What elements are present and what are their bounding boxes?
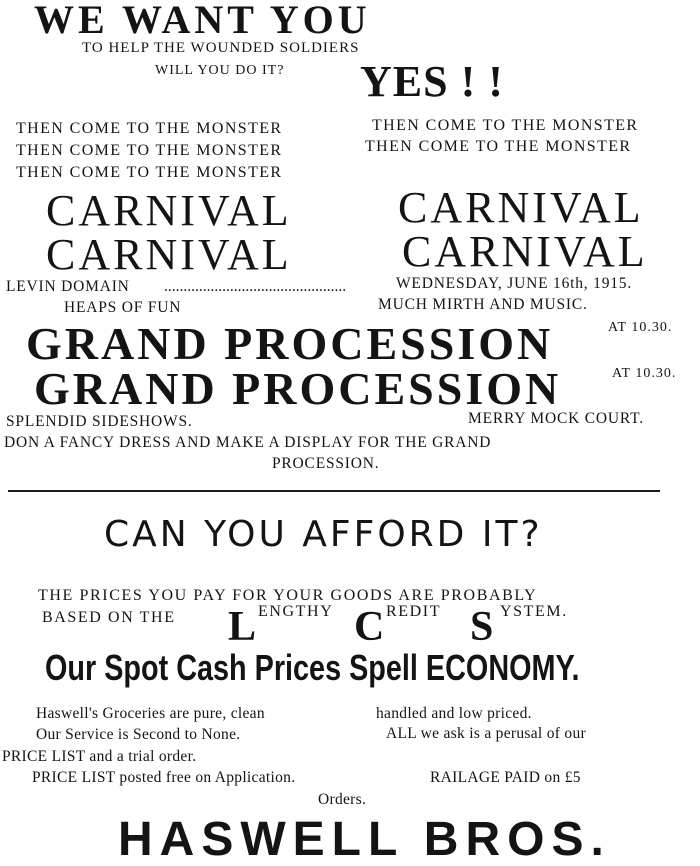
prices-line-2-prefix: BASED ON THE xyxy=(42,609,176,626)
event-date: WEDNESDAY, JUNE 16th, 1915. xyxy=(396,275,633,292)
dotted-leader: ............................................... xyxy=(164,278,347,295)
monster-line-left-3: THEN COME TO THE MONSTER xyxy=(16,164,283,181)
brand-haswell-bros: HASWELL BROS. xyxy=(118,813,611,866)
price-list-posted: PRICE LIST posted free on Application. xyxy=(32,769,296,786)
prices-line-1: THE PRICES YOU PAY FOR YOUR GOODS ARE PROBABLY xyxy=(38,587,538,604)
groceries-text-right: handled and low priced. xyxy=(376,705,532,722)
monster-line-left-2: THEN COME TO THE MONSTER xyxy=(16,142,283,159)
big-initial-c: C xyxy=(354,604,385,650)
subline-will-you: WILL YOU DO IT? xyxy=(155,63,285,78)
merry-mock-court: MERRY MOCK COURT. xyxy=(468,410,644,427)
subline-help-wounded: TO HELP THE WOUNDED SOLDIERS xyxy=(82,40,360,56)
credit-rest: REDIT xyxy=(386,603,442,620)
grand-procession-1: GRAND PROCESSION xyxy=(26,318,554,369)
big-initial-s: S xyxy=(470,604,494,650)
carnival-3: CARNIVAL xyxy=(46,230,292,279)
lengthy-rest: ENGTHY xyxy=(258,603,334,620)
groceries-text-left: Haswell's Groceries are pure, clean xyxy=(36,705,265,722)
divider-rule xyxy=(8,490,660,492)
carnival-4: CARNIVAL xyxy=(402,227,648,276)
carnival-2: CARNIVAL xyxy=(398,183,644,232)
headline-can-you-afford-it: CAN YOU AFFORD IT? xyxy=(104,514,543,555)
monster-line-left-1: THEN COME TO THE MONSTER xyxy=(16,120,283,137)
orders-text: Orders. xyxy=(318,791,367,808)
system-rest: YSTEM. xyxy=(500,603,568,620)
heaps-of-fun: HEAPS OF FUN xyxy=(64,299,182,316)
fancy-dress-line-1: DON A FANCY DRESS AND MAKE A DISPLAY FOR THE GRAND xyxy=(4,434,492,451)
procession-time-2: AT 10.30. xyxy=(612,366,677,381)
venue-levin-domain: LEVIN DOMAIN xyxy=(6,278,130,295)
headline-we-want-you: WE WANT YOU xyxy=(34,0,371,42)
service-text-right: ALL we ask is a perusal of our xyxy=(386,725,586,742)
splendid-sideshows: SPLENDID SIDESHOWS. xyxy=(6,413,193,430)
grand-procession-2: GRAND PROCESSION xyxy=(34,363,562,414)
big-initial-l: L xyxy=(228,604,257,650)
carnival-1: CARNIVAL xyxy=(46,186,292,235)
railage-paid: RAILAGE PAID on £5 xyxy=(430,769,581,786)
monster-line-right-2: THEN COME TO THE MONSTER xyxy=(365,138,632,155)
spot-cash-slogan: Our Spot Cash Prices Spell ECONOMY. xyxy=(45,647,580,688)
yes-exclamation: YES ! ! xyxy=(360,57,504,106)
mirth-and-music: MUCH MIRTH AND MUSIC. xyxy=(378,296,588,313)
monster-line-right-1: THEN COME TO THE MONSTER xyxy=(372,117,639,134)
fancy-dress-line-2: PROCESSION. xyxy=(272,455,380,472)
procession-time-1: AT 10.30. xyxy=(608,320,673,335)
service-text-left: Our Service is Second to None. xyxy=(36,726,241,743)
price-list-trial: PRICE LIST and a trial order. xyxy=(2,748,197,765)
